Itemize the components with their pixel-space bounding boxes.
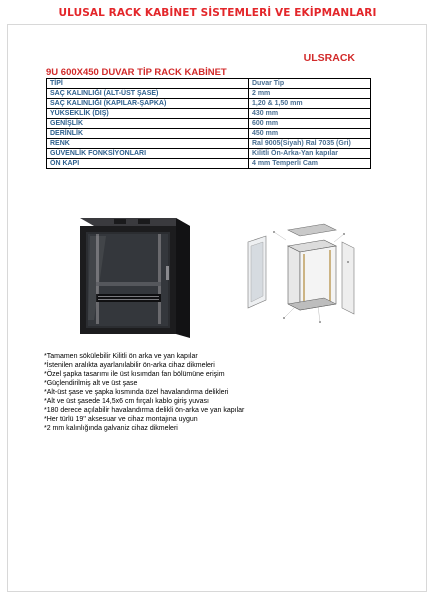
spec-key: YÜKSEKLİK (DIŞ)	[47, 109, 249, 119]
rack-cabinet-photo-icon	[66, 210, 196, 345]
feature-item: *Her türlü 19'' aksesuar ve cihaz montajına uygun	[44, 416, 198, 423]
spec-value: 2 mm	[249, 89, 371, 99]
spec-value: 430 mm	[249, 109, 371, 119]
spec-key: DERİNLİK	[47, 129, 249, 139]
product-title: 9U 600X450 DUVAR TİP RACK KABİNET	[46, 67, 227, 78]
feature-item: *İstenilen aralıkta ayarlanılabilir ön-arka cihaz dikmeleri	[44, 362, 215, 369]
feature-item: *Alt-üst şase ve şapka kısmında özel havalandırma delikleri	[44, 389, 229, 396]
feature-item: *180 derece açılabilir havalandırma delikli ön-arka ve yan kapılar	[44, 407, 245, 414]
spec-key: SAÇ KALINLIĞI (ALT-ÜST ŞASE)	[47, 89, 249, 99]
spec-row	[47, 89, 371, 99]
spec-value: 450 mm	[249, 129, 371, 139]
feature-item: *Güçlendirilmiş alt ve üst şase	[44, 380, 138, 387]
company-title: ULUSAL RACK KABİNET SİSTEMLERİ VE EKİPMANLARI	[58, 7, 377, 19]
spec-key: RENK	[47, 139, 249, 149]
spec-row	[47, 79, 371, 89]
spec-key: ÖN KAPI	[47, 159, 249, 169]
brand-name: ULSRACK	[303, 52, 355, 64]
spec-row	[47, 139, 371, 149]
feature-item: *Özel şapka tasarımı ile üst kısımdan fan bölümüne erişim	[44, 371, 225, 378]
spec-row	[47, 119, 371, 129]
feature-item: *Alt ve üst şasede 14,5x6 cm fırçalı kablo giriş yuvası	[44, 398, 209, 405]
spec-value: Ral 9005(Siyah) Ral 7035 (Gri)	[249, 139, 371, 149]
spec-value: 4 mm Temperli Cam	[249, 159, 371, 169]
spec-value: Kilitli Ön-Arka-Yan kapılar	[249, 149, 371, 159]
spec-value: 1,20 & 1,50 mm	[249, 99, 371, 109]
spec-row	[47, 159, 371, 169]
spec-value: 600 mm	[249, 119, 371, 129]
spec-table	[46, 78, 371, 169]
spec-key: TİPİ	[47, 79, 249, 89]
feature-item: *Tamamen sökülebilir Kilitli ön arka ve yan kapılar	[44, 353, 198, 360]
spec-row	[47, 129, 371, 139]
spec-row	[47, 149, 371, 159]
spec-key: GÜVENLİK FONKSİYONLARI	[47, 149, 249, 159]
feature-item: *2 mm kalınlığında galvaniz cihaz dikmeleri	[44, 425, 178, 432]
rack-cabinet-exploded-diagram-icon	[244, 222, 356, 326]
spec-row	[47, 109, 371, 119]
spec-key: SAÇ KALINLIĞI (KAPILAR-ŞAPKA)	[47, 99, 249, 109]
spec-key: GENİŞLİK	[47, 119, 249, 129]
spec-value: Duvar Tip	[249, 79, 371, 89]
spec-row	[47, 99, 371, 109]
feature-list	[44, 352, 414, 433]
